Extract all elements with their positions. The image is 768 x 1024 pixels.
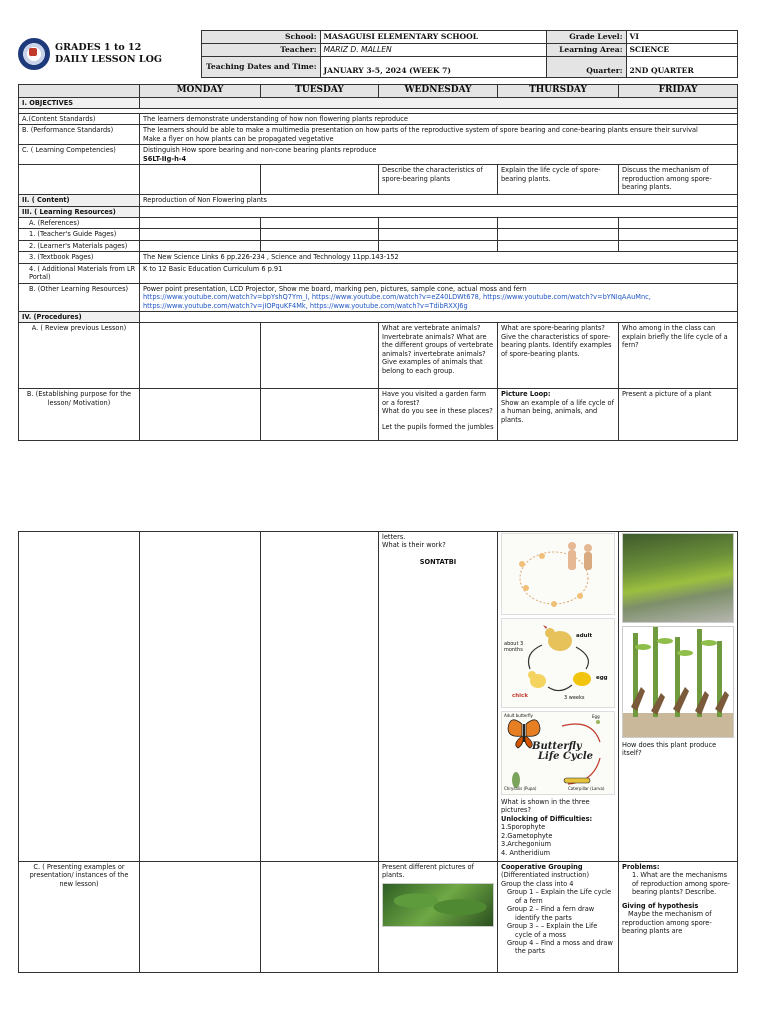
- grade-value: VI: [626, 31, 737, 44]
- performance-standards-label: B. (Performance Standards): [19, 125, 140, 145]
- teacher-value: MARIZ D. MALLEN: [320, 44, 546, 57]
- plant-cuttings-photo: [622, 626, 734, 738]
- resources-heading: III. ( Learning Resources): [19, 206, 140, 217]
- day-friday: FRIDAY: [619, 85, 738, 98]
- motivation-wednesday: Have you visited a garden farm or a forest? What do you see in these places? Let the pupils formed the jumbles: [379, 389, 498, 441]
- lesson-table-page-1: [18, 84, 738, 441]
- day-thursday: THURSDAY: [498, 85, 619, 98]
- school-value: MASAGUISI ELEMENTARY SCHOOL: [320, 31, 546, 44]
- objective-wednesday: Describe the characteristics of spore-bearing plants: [379, 165, 498, 195]
- brand-title: GRADES 1 to 12: [55, 42, 142, 54]
- learners-materials-label: 2. (Learner's Materials pages): [19, 240, 140, 251]
- unlocking-title: Unlocking of Difficulties:: [501, 814, 593, 823]
- competencies-value: Distinguish How spore bearing and non-cone bearing plants reproduce S6LT-IIg-h-4: [140, 145, 738, 165]
- quarter-label: Quarter:: [546, 57, 626, 78]
- objective-thursday: Explain the life cycle of spore-bearing plants.: [498, 165, 619, 195]
- area-value: SCIENCE: [626, 44, 737, 57]
- review-wednesday: What are vertebrate animals? Invertebrate animals? What are the different groups of vertebrate animals? invertebrate animals? Give examples of animals that belong to each group.: [379, 323, 498, 389]
- cooperative-grouping-title: Cooperative Grouping: [501, 863, 583, 871]
- textbook-value: The New Science Links 6 pp.226-234 , Science and Technology 11pp.143-152: [140, 252, 738, 263]
- chicken-life-cycle-image: adult about 3 months 3 weeks egg chick: [501, 618, 615, 708]
- teacher-label: Teacher:: [201, 44, 320, 57]
- jumbled-word: SONTATBI: [419, 557, 457, 566]
- list-item: Group 4 – Find a moss and draw the parts: [507, 938, 613, 956]
- procedures-heading: IV. (Procedures): [19, 311, 140, 322]
- content-standards-value: The learners demonstrate understanding of how non flowering plants reproduce: [140, 113, 738, 124]
- group-list: [501, 888, 615, 956]
- day-monday: MONDAY: [140, 85, 261, 98]
- dates-label: Teaching Dates and Time:: [201, 57, 320, 78]
- other-resources-value: Power point presentation, LCD Projector, Show me board, marking pen, pictures, sample cone, actual moss and fern https://www.youtube.com/watch?v=bpYshQ7Ym_I, https://www.youtube.com/watch?v=eZ40LDWt678, https://www.youtube.com/watch?v=bYNIqAAuMnc, https://www.youtube.com/watch?v=jIOPquKF4Mk, https://www.youtube.com/watch?v=TdibRXXJ6g: [140, 283, 738, 311]
- deped-seal-icon: [18, 38, 50, 70]
- other-resources-label: B. (Other Learning Resources): [19, 283, 140, 311]
- teachers-guide-label: 1. (Teacher's Guide Pages): [19, 229, 140, 240]
- lesson-log-page-1: [18, 30, 737, 441]
- video-links-line-1[interactable]: https://www.youtube.com/watch?v=bpYshQ7Ym_I, https://www.youtube.com/watch?v=eZ40LDWt678, https://www.youtube.com/watch?v=bYNIqAAuMnc,: [143, 293, 651, 302]
- list-item: Group 3 – – Explain the Life cycle of a moss: [507, 922, 598, 939]
- motivation-friday-cont: How does this plant produce itself?: [619, 532, 738, 862]
- video-links-line-2[interactable]: https://www.youtube.com/watch?v=jIOPquKF4Mk, https://www.youtube.com/watch?v=TdibRXXJ6g: [143, 301, 468, 310]
- motivation-label: B. (Establishing purpose for the lesson/ Motivation): [19, 389, 140, 441]
- performance-standards-value: The learners should be able to make a multimedia presentation on how parts of the reproductive system of spore bearing and cone-bearing plants ensure their survival Make a flyer on how plants can be propagated vegetative: [140, 125, 738, 145]
- motivation-friday: Present a picture of a plant: [619, 389, 738, 441]
- brand-subtitle: DAILY LESSON LOG: [55, 54, 162, 65]
- objectives-heading: I. OBJECTIVES: [19, 97, 140, 108]
- competencies-label: C. ( Learning Competencies): [19, 145, 140, 165]
- content-heading: II. ( Content): [19, 195, 140, 206]
- dates-value: JANUARY 3-5, 2024 (WEEK 7): [320, 57, 546, 78]
- human-life-cycle-image: [501, 533, 615, 615]
- lr-portal-value: K to 12 Basic Education Curriculum 6 p.91: [140, 263, 738, 283]
- lr-portal-label: 4. ( Additional Materials from LR Portal): [19, 263, 140, 283]
- review-friday: Who among in the class can explain briefly the life cycle of a fern?: [619, 323, 738, 389]
- content-value: Reproduction of Non Flowering plants: [140, 195, 738, 206]
- lesson-log-page-2: [18, 531, 737, 973]
- motivation-thursday: Picture Loop: Show an example of a life cycle of a human being, animals, and plants.: [498, 389, 619, 441]
- motivation-thursday-cont: adult about 3 months 3 weeks egg chick Butterfly Life Cycle Adult butterfly Egg Chrysalis (Pupa) Caterpillar (Larva) What is shown in the three pictures? Unlocking of Difficulties: 1.Sporophyte 2.Gametophyte 3.Archegonium 4. Antheridium: [498, 532, 619, 862]
- school-label: School:: [201, 31, 320, 44]
- quarter-value: 2ND QUARTER: [626, 57, 737, 78]
- problems-title: Problems:: [622, 863, 660, 871]
- moss-photo: [622, 533, 734, 623]
- header-table: [18, 30, 738, 78]
- review-thursday: What are spore-bearing plants? Give the characteristics of spore-bearing plants. Identify examples of spore-bearing plants.: [498, 323, 619, 389]
- competency-code: S6LT-IIg-h-4: [143, 154, 187, 163]
- textbook-label: 3. (Textbook Pages): [19, 252, 140, 263]
- lesson-table-page-2: [18, 531, 738, 973]
- content-standards-label: A.(Content Standards): [19, 113, 140, 124]
- grade-label: Grade Level:: [546, 31, 626, 44]
- area-label: Learning Area:: [546, 44, 626, 57]
- references-label: A. (References): [19, 218, 140, 229]
- presenting-thursday: Cooperative Grouping (Differentiated instruction) Group the class into 4 Group 1 – Explain the Life cycle of a fern Group 2 – Find a fern draw identify the parts Group 3 – – Explain the Life cycle of a moss Group 4 – Find a moss and draw the parts: [498, 862, 619, 973]
- hypothesis-title: Giving of hypothesis: [622, 901, 699, 910]
- presenting-friday: Problems: 1. What are the mechanisms of reproduction among spore-bearing plants? Describe. Giving of hypothesis Maybe the mechanism of reproduction among spore-bearing plants are: [619, 862, 738, 973]
- day-tuesday: TUESDAY: [261, 85, 379, 98]
- review-lesson-label: A. ( Review previous Lesson): [19, 323, 140, 389]
- butterfly-life-cycle-image: Butterfly Life Cycle Adult butterfly Egg Chrysalis (Pupa) Caterpillar (Larva): [501, 711, 615, 795]
- list-item: Group 1 – Explain the Life cycle of a fern: [507, 888, 612, 905]
- motivation-wednesday-cont: letters. What is their work? SONTATBI: [379, 532, 498, 862]
- list-item: Group 2 – Find a fern draw identify the parts: [507, 905, 595, 922]
- day-wednesday: WEDNESDAY: [379, 85, 498, 98]
- butterfly-title: Butterfly Life Cycle: [532, 741, 593, 762]
- objective-friday: Discuss the mechanism of reproduction among spore-bearing plants.: [619, 165, 738, 195]
- presenting-wednesday: Present different pictures of plants.: [379, 862, 498, 973]
- fern-photo: [382, 883, 494, 927]
- presenting-examples-label: C. ( Presenting examples or presentation/ instances of the new lesson): [19, 862, 140, 973]
- brand-block: [18, 31, 201, 78]
